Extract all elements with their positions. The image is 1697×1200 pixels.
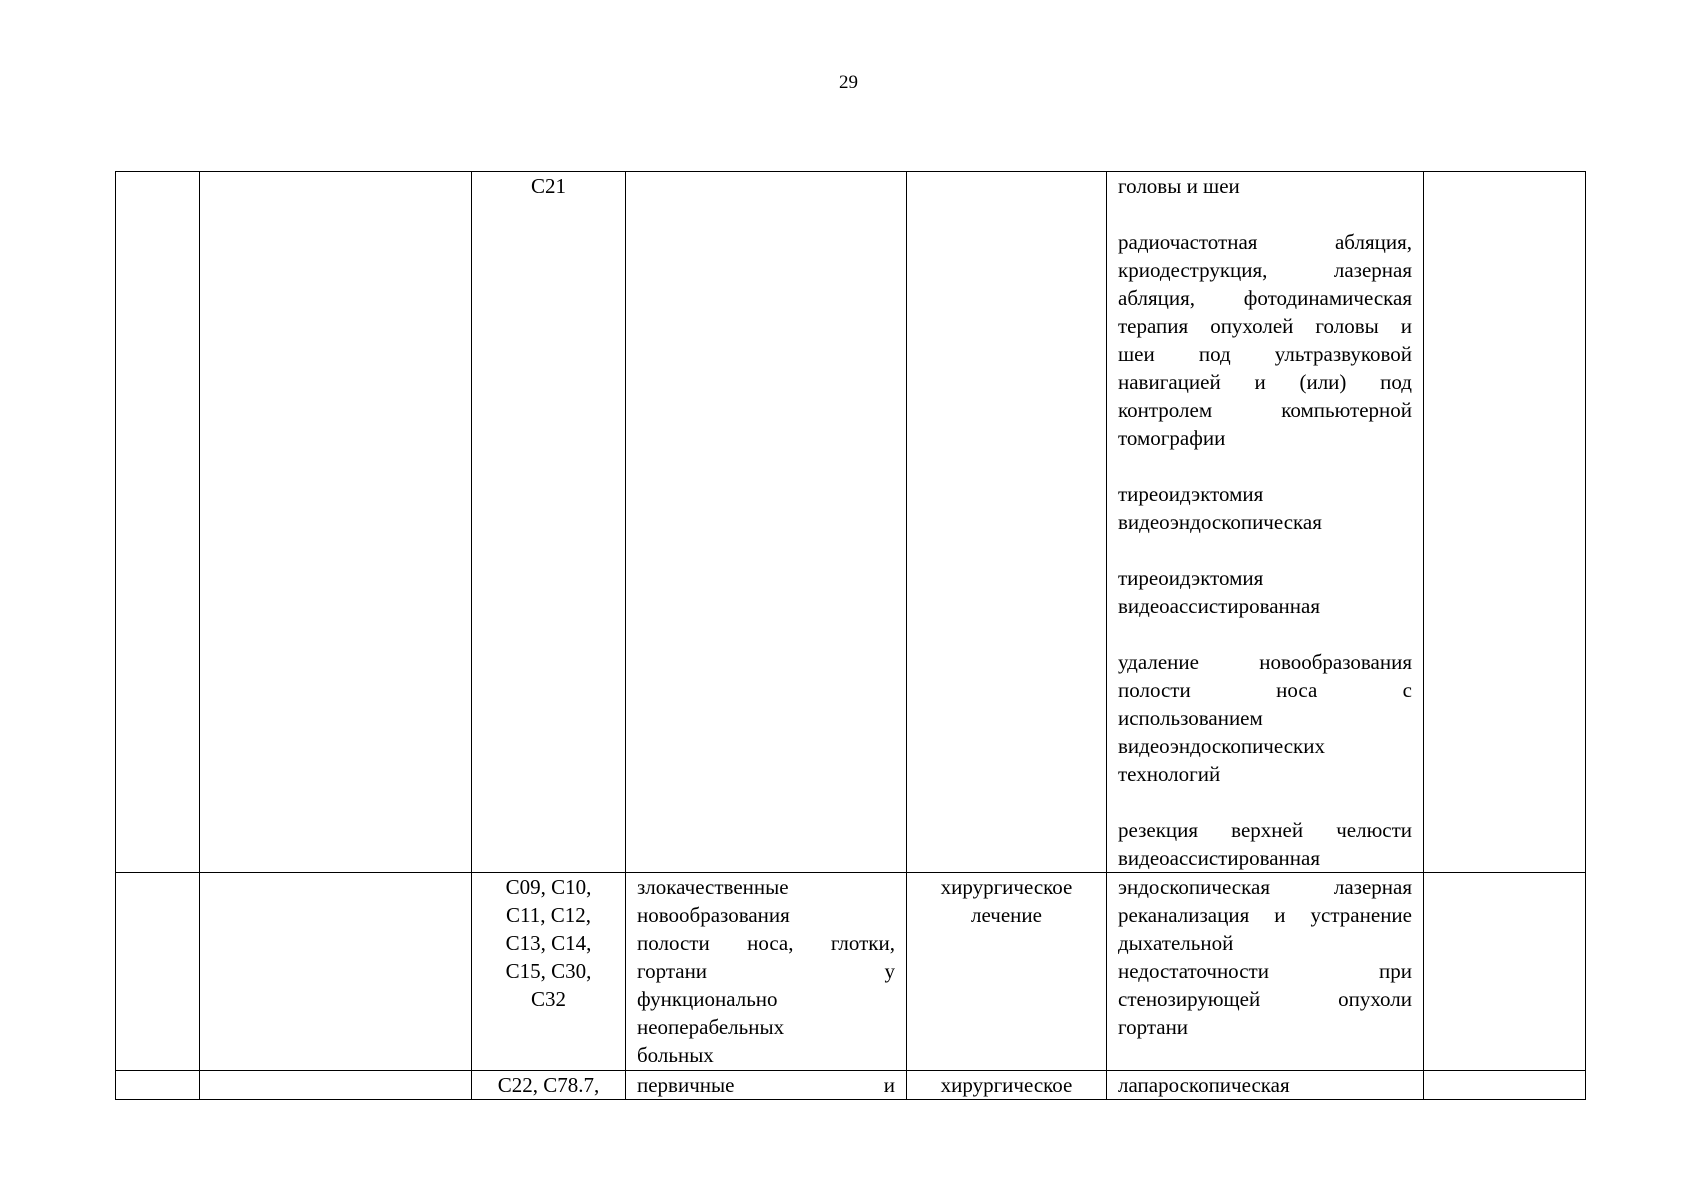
- text-line: гортани: [1118, 1015, 1189, 1039]
- text-line: хирургическое: [940, 875, 1073, 899]
- text-line: тиреоидэктомия: [1118, 566, 1264, 590]
- method-cell: [1107, 1071, 1424, 1100]
- text-line: больных: [637, 1043, 714, 1067]
- method-paragraph: [1118, 816, 1412, 872]
- text-line: новообразования: [637, 903, 790, 927]
- diagnosis-cell: [626, 172, 907, 873]
- text-line: C22, C78.7,: [497, 1073, 600, 1097]
- text-line: томографии: [1118, 426, 1226, 450]
- procedures-table: [115, 171, 1586, 1100]
- text-line: абляция, фотодинамическая: [1118, 286, 1412, 310]
- text-line: эндоскопическая лазерная: [1118, 875, 1412, 899]
- text-line: хирургическое: [940, 1073, 1073, 1097]
- text-line: гортани у: [637, 959, 895, 983]
- method-paragraph: [1118, 172, 1412, 200]
- diagnosis-cell: [626, 1071, 907, 1100]
- icd-codes-cell: [472, 1071, 626, 1100]
- text-line: дыхательной: [1118, 931, 1234, 955]
- table-row: [116, 873, 1586, 1071]
- text-line: видеоэндоскопических: [1118, 734, 1325, 758]
- profile-cell: [200, 873, 472, 1071]
- method-paragraph: [1118, 564, 1412, 620]
- text-line: первичные и: [637, 1073, 895, 1097]
- extra-cell: [1424, 172, 1586, 873]
- row-number-cell: [116, 172, 200, 873]
- text-line: контролем компьютерной: [1118, 398, 1412, 422]
- text-line: полости носа, глотки,: [637, 931, 895, 955]
- row-number-cell: [116, 1071, 200, 1100]
- text-line: C15, C30,: [505, 959, 592, 983]
- method-cell: [1107, 873, 1424, 1071]
- method-paragraph: [1118, 648, 1412, 788]
- text-line: видеоассистированная: [1118, 846, 1321, 870]
- text-line: C09, C10,: [505, 875, 592, 899]
- text-line: C13, C14,: [505, 931, 592, 955]
- text-line: навигацией и (или) под: [1118, 370, 1412, 394]
- text-line: резекция верхней челюсти: [1118, 818, 1412, 842]
- text-line: функционально: [637, 987, 778, 1011]
- diagnosis-cell: [626, 873, 907, 1071]
- text-line: головы и шеи: [1118, 174, 1240, 198]
- text-line: стенозирующей опухоли: [1118, 987, 1412, 1011]
- text-line: неоперабельных: [637, 1015, 785, 1039]
- text-line: лапароскопическая: [1118, 1073, 1290, 1097]
- text-line: C11, C12,: [506, 903, 591, 927]
- text-line: видеоэндоскопическая: [1118, 510, 1322, 534]
- profile-cell: [200, 172, 472, 873]
- method-paragraph: [1118, 1071, 1412, 1099]
- treatment-type-cell: [907, 172, 1107, 873]
- treatment-type-cell: [907, 873, 1107, 1071]
- text-line: использованием: [1118, 706, 1263, 730]
- text-line: C32: [530, 987, 566, 1011]
- text-line: технологий: [1118, 762, 1221, 786]
- method-cell: [1107, 172, 1424, 873]
- row-number-cell: [116, 873, 200, 1071]
- text-line: видеоассистированная: [1118, 594, 1321, 618]
- text-line: лечение: [971, 903, 1042, 927]
- extra-cell: [1424, 1071, 1586, 1100]
- text-line: шеи под ультразвуковой: [1118, 342, 1412, 366]
- text-line: C21: [530, 174, 566, 198]
- icd-codes-cell: [472, 172, 626, 873]
- text-line: удаление новообразования: [1118, 650, 1412, 674]
- treatment-type-cell: [907, 1071, 1107, 1100]
- text-line: полости носа с: [1118, 678, 1412, 702]
- method-paragraph: [1118, 228, 1412, 452]
- icd-codes-cell: [472, 873, 626, 1071]
- text-line: терапия опухолей головы и: [1118, 314, 1412, 338]
- page-number: 29: [839, 72, 858, 93]
- method-paragraph: [1118, 873, 1412, 1041]
- table-row: [116, 172, 1586, 873]
- table-row: [116, 1071, 1586, 1100]
- text-line: недостаточности при: [1118, 959, 1412, 983]
- extra-cell: [1424, 873, 1586, 1071]
- text-line: реканализация и устранение: [1118, 903, 1412, 927]
- profile-cell: [200, 1071, 472, 1100]
- text-line: радиочастотная абляция,: [1118, 230, 1412, 254]
- text-line: злокачественные: [637, 875, 789, 899]
- text-line: криодеструкция, лазерная: [1118, 258, 1412, 282]
- method-paragraph: [1118, 480, 1412, 536]
- text-line: тиреоидэктомия: [1118, 482, 1264, 506]
